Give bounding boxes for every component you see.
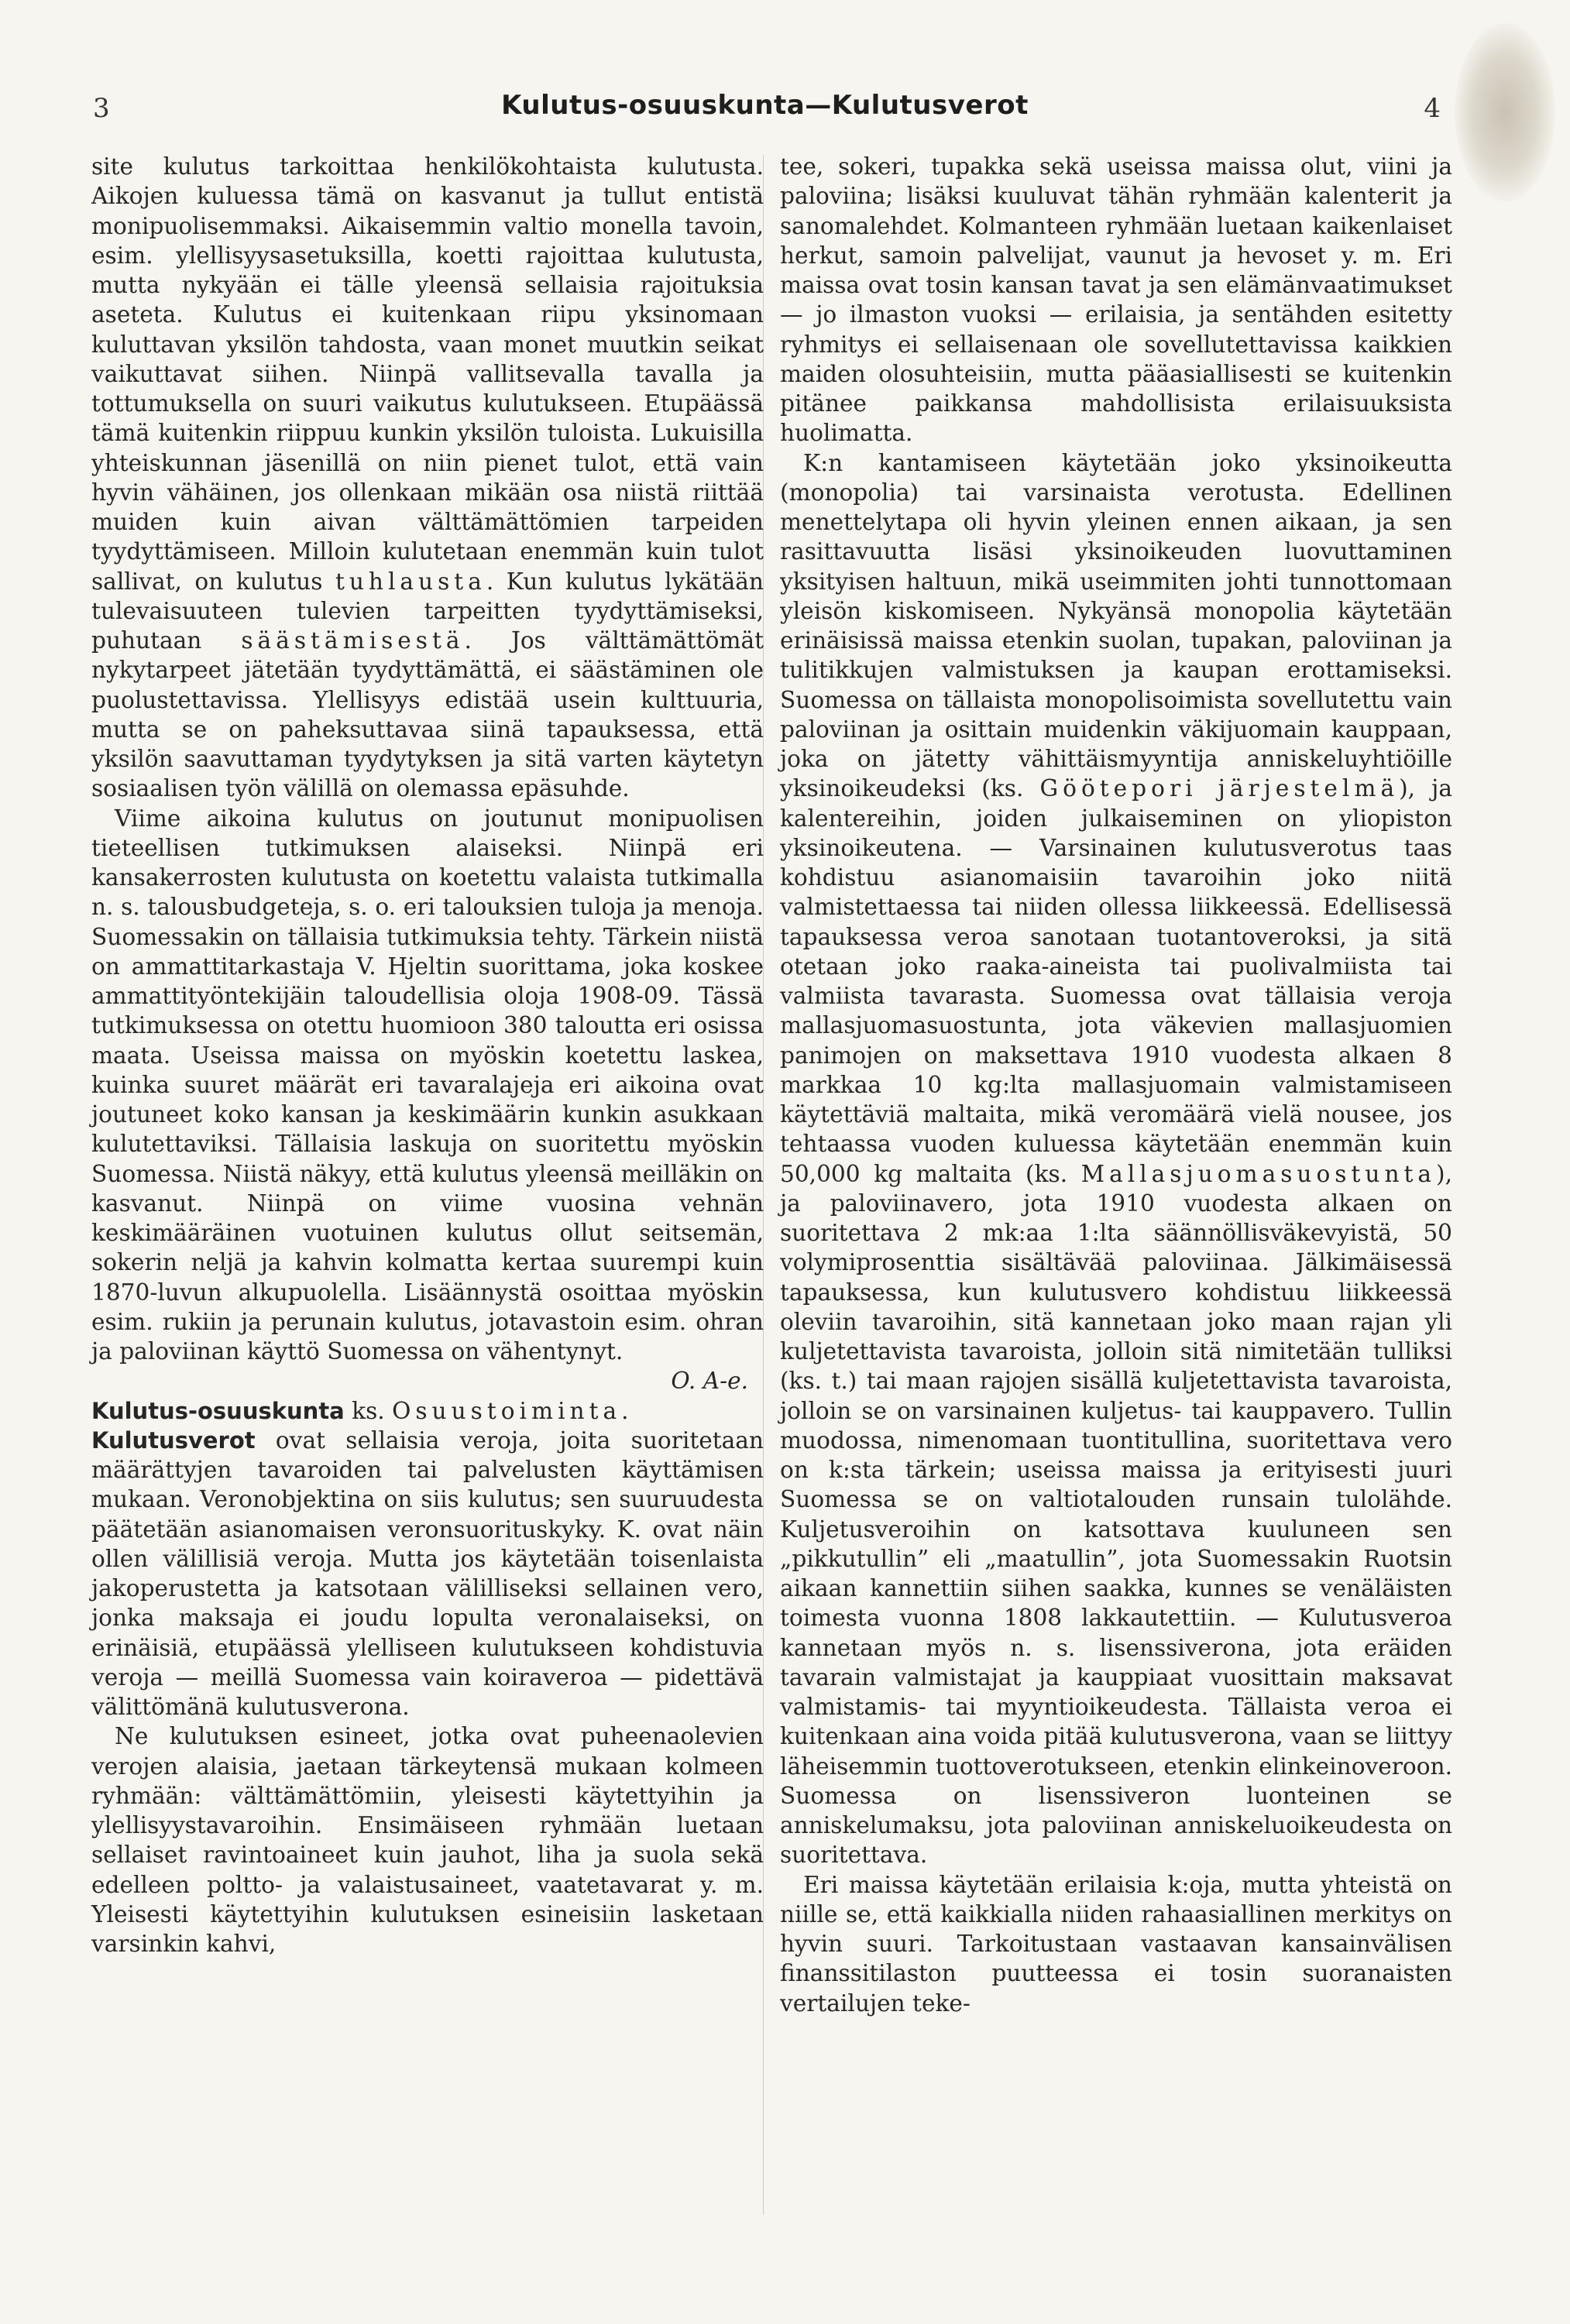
left-column [91,152,764,1958]
author-signature: O. A-e. [671,1368,748,1395]
paragraph-kulutusverot-collection [780,448,1452,1870]
spaced-term: säästämisestä [241,627,465,654]
headword: Kulutus-osuuskunta [91,1397,345,1424]
cross-reference: Osuustoiminta [392,1397,622,1424]
page-header [89,87,1441,133]
spaced-term: tuhlausta [335,568,486,595]
headword: Kulutusverot [91,1426,256,1454]
paragraph-kulutus-intro [91,152,764,804]
right-column [780,152,1452,2018]
text-run: ), ja kalentereihin, joiden julkaiseminen on yliopiston yksinoikeutena. — Varsinainen kulutusverotus taas kohdistuu asianomaisiin tavaroihin joko niitä valmistettaessa tai niiden ollessa liikkeessä. Edellisessä tapauksessa veroa sanotaan tuotantoveroksi, ja sitä otetaan joko raaka-aineista tai puolivalmiista tai valmiista tavarasta. Suomessa ovat tällaisia veroja mallasjuomasuostunta, jota väkevien mallasjuomien panimojen on maksettava 1910 vuodesta alkaen 8 markkaa 10 kg:lta mallasjuomain valmistamiseen käytettäviä maltaita, mikä veromäärä vielä nousee, jos tehtaassa vuoden kuluessa käytetään enemmän kuin 50,000 kg maltaita (ks. [780,775,1452,1187]
running-head: Kulutus-osuuskunta—Kulutusverot [501,90,1029,121]
paragraph-kulutusverot-groups: Ne kulutuksen esineet, jotka ovat puheenaolevien verojen alaisia, jaetaan tärkeytensä mukaan kolmeen ryhmään: välttämättömiin, yleisesti käytettyihin ja ylellisyystavaroihin. Ensimäiseen ryhmään luetaan sellaiset ravintoaineet kuin jauhot, liha ja suola sekä edelleen poltto- ja valaistusaineet, vaatetavarat y. m. Yleisesti käytettyihin kulutuksen esineisiin lasketaan varsinkin kahvi, [91,1723,764,1957]
text-run: ), ja paloviinavero, jota 1910 vuodesta alkaen on suoritettava 2 mk:aa 1:lta säännöllisväkevyistä, 50 volymiprosenttia sisältävää paloviinaa. Jälkimäisessä tapauksessa, kun kulutusvero kohdistuu liikkeessä oleviin tavaroihin, sitä kannetaan joko maan rajan yli kuljetettavista tavaroista, jolloin sitä nimitetään tulliksi (ks. t.) tai maan rajojen sisällä kuljetettavista tavaroista, jolloin se on varsinainen kuljetus- tai kauppavero. Tullin muodossa, nimenomaan tuontitullina, suoritettava vero on k:sta tärkein; useissa maissa ja erityisesti juuri Suomessa se on valtiotalouden runsain tulolähde. Kuljetusveroihin on katsottava kuuluneen sen „pikkutullin” eli „maatullin”, jota Suomessakin Ruotsin aikaan kannettiin siihen saakka, kunnes se venäläisten toimesta vuonna 1808 lakkautettiin. — Kulutusveroa kannetaan myös n. s. lisenssiverona, jota eräiden tavarain valmistajat ja kauppiaat vuosittain maksavat valmistamis- tai myyntioikeudesta. Tällaista veroa ei kuitenkaan aina voida pitää kulutusverona, vaan se liittyy läheisemmin tuottoverotukseen, etenkin elinkeinoveroon. Suomessa on lisenssiveron luonteinen se anniskelumaksu, jota paloviinan anniskeluoikeudesta on suoritettava. [780,1160,1452,1869]
paragraph-kulutusverot-countries: Eri maissa käytetään erilaisia k:oja, mutta yhteistä on niille se, että kaikkialla niiden rahaasiallinen merkitys on hyvin suuri. Tarkoitustaan vastaavan kansainvälisen finanssitilaston puutteessa ei tosin suoranaisten vertailujen teke- [780,1871,1452,2017]
cross-reference: Göötepori järjestelmä [1039,775,1400,802]
text-run: K:n kantamiseen käytetään joko yksinoikeutta (monopolia) tai varsinaista verotusta. Edellinen menettelytapa oli hyvin yleinen ennen aikaan, ja sen rasittavuutta lisäsi yksinoikeuden luovuttaminen yksityisen haltuun, mikä useimmiten johti tunnottomaan yleisön kiskomiseen. Nykyänsä monopolia käytetään erinäisissä maissa etenkin suolan, tupakan, paloviinan ja tulitikkujen valmistuksen ja kaupan erottamiseksi. Suomessa on tällaista monopolisoimista sovellutettu vain paloviinan ja osittain muidenkin väkijuomain kauppaan, joka on jätetty vähittäismyyntija anniskeluyhtiöille yksinoikeudeksi (ks. [780,449,1452,802]
text-run: . Jos välttämättömät nykytarpeet jätetään tyydyttämättä, ei säästäminen ole puolustettavissa. Ylellisyys edistää usein kulttuuria, mutta se on paheksuttavaa siinä tapauksessa, että yksilön saavuttaman tyydytyksen ja sitä varten käytetyn sosiaalisen työn välillä on olemassa epäsuhde. [91,627,764,802]
paragraph-groups-continued: tee, sokeri, tupakka sekä useissa maissa olut, viini ja paloviina; lisäksi kuuluvat tähän ryhmään kalenterit ja sanomalehdet. Kolmanteen ryhmään luetaan kaikenlaiset herkut, samoin palvelijat, vaunut ja hevoset y. m. Eri maissa ovat tosin kansan tavat ja sen elämänvaatimukset — jo ilmaston vuoksi — erilaisia, ja sentähden esitetty ryhmitys ei sellaisenaan ole sovellutettavissa kaikkien maiden olosuhteisiin, mutta pääasiallisesti se kuitenkin pitänee paikkansa mahdollisista erilaisuuksista huolimatta. [780,153,1452,447]
cross-reference: Mallasjuomasuostunta [1080,1160,1437,1187]
see-text: ks. [344,1397,393,1424]
text-run: . [621,1397,629,1424]
text-run: site kulutus tarkoittaa henkilökohtaista kulutusta. Aikojen kuluessa tämä on kasvanut ja tullut entistä monipuolisemmaksi. Aikaisemmin valtio monella tavoin, esim. ylellisyysasetuksilla, koetti rajoittaa kulutusta, mutta nykyään ei tälle yleensä sellaisia rajoituksia aseteta. Kulutus ei kuitenkaan riipu yksinomaan kuluttavan yksilön tahdosta, vaan monet muutkin seikat vaikuttavat siihen. Niinpä vallitsevalla tavalla ja tottumuksella on suuri vaikutus kulutukseen. Etupäässä tämä kuitenkin riippuu kunkin yksilön tuloista. Lukuisilla yhteiskunnan jäsenillä on niin pienet tulot, että vain hyvin vähäinen, jos ollenkaan mikään osa niistä riittää muiden kuin aivan välttämättömien tarpeiden tyydyttämiseen. Milloin kulutetaan enemmän kuin tulot sallivat, on kulutus [91,153,764,595]
page-corner-stain [1455,23,1555,201]
page-number-right: 4 [1424,93,1441,124]
entry-kulutusverot [91,1426,764,1722]
entry-text: ovat sellaisia veroja, joita suoritetaan määrättyjen tavaroiden tai palvelusten käyttämisen mukaan. Veronobjektina on siis kulutus; sen suuruudesta päätetään asianomaisen veronsuorituskyky. K. ovat näin ollen välillisiä veroja. Mutta jos käytetään toisenlaista jakoperustetta ja katsotaan välilliseksi sellainen vero, jonka maksaja ei joudu lopulta veronalaiseksi, on erinäisiä, etupäässä ylelliseen kulutukseen kohdistuvia veroja — meillä Suomessa vain koiraveroa — pidettävä välittömänä kulutusverona. [91,1426,764,1720]
paragraph-kulutus-research: Viime aikoina kulutus on joutunut monipuolisen tieteellisen tutkimuksen alaiseksi. Niinpä eri kansakerrosten kulutusta on koetettu valaista tutkimalla n. s. talousbudgeteja, s. o. eri talouksien tuloja ja menoja. Suomessakin on tällaisia tutkimuksia tehty. Tärkein niistä on ammattitarkastaja V. Hjeltin suorittama, joka koskee ammattityöntekijäin taloudellisia oloja 1908-09. Tässä tutkimuksessa on otettu huomioon 380 taloutta eri osissa maata. Useissa maissa on myöskin koetettu laskea, kuinka suuret määrät eri tavaralajeja eri aikoina ovat joutuneet koko kansan ja keskimäärin kunkin asukkaan kulutettaviksi. Tällaisia laskuja on suoritettu myöskin Suomessa. Niistä näkyy, että kulutus yleensä meilläkin on kasvanut. Niinpä on viime vuosina vehnän keskimääräinen vuotuinen kulutus ollut seitsemän, sokerin neljä ja kahvin kolmatta kertaa suurempi kuin 1870-luvun alkupuolella. Lisäännystä osoittaa myöskin esim. rukiin ja perunain kulutus, jotavastoin esim. ohran ja paloviinan käyttö Suomessa on vähentynyt. [91,805,764,1365]
text-run: . Kun kulutus lykätään tulevaisuuteen tulevien tarpeitten tyydyttämiseksi, puhutaan [91,568,764,654]
page-number-left: 3 [93,93,110,124]
entry-kulutus-osuuskunta [91,1396,764,1426]
